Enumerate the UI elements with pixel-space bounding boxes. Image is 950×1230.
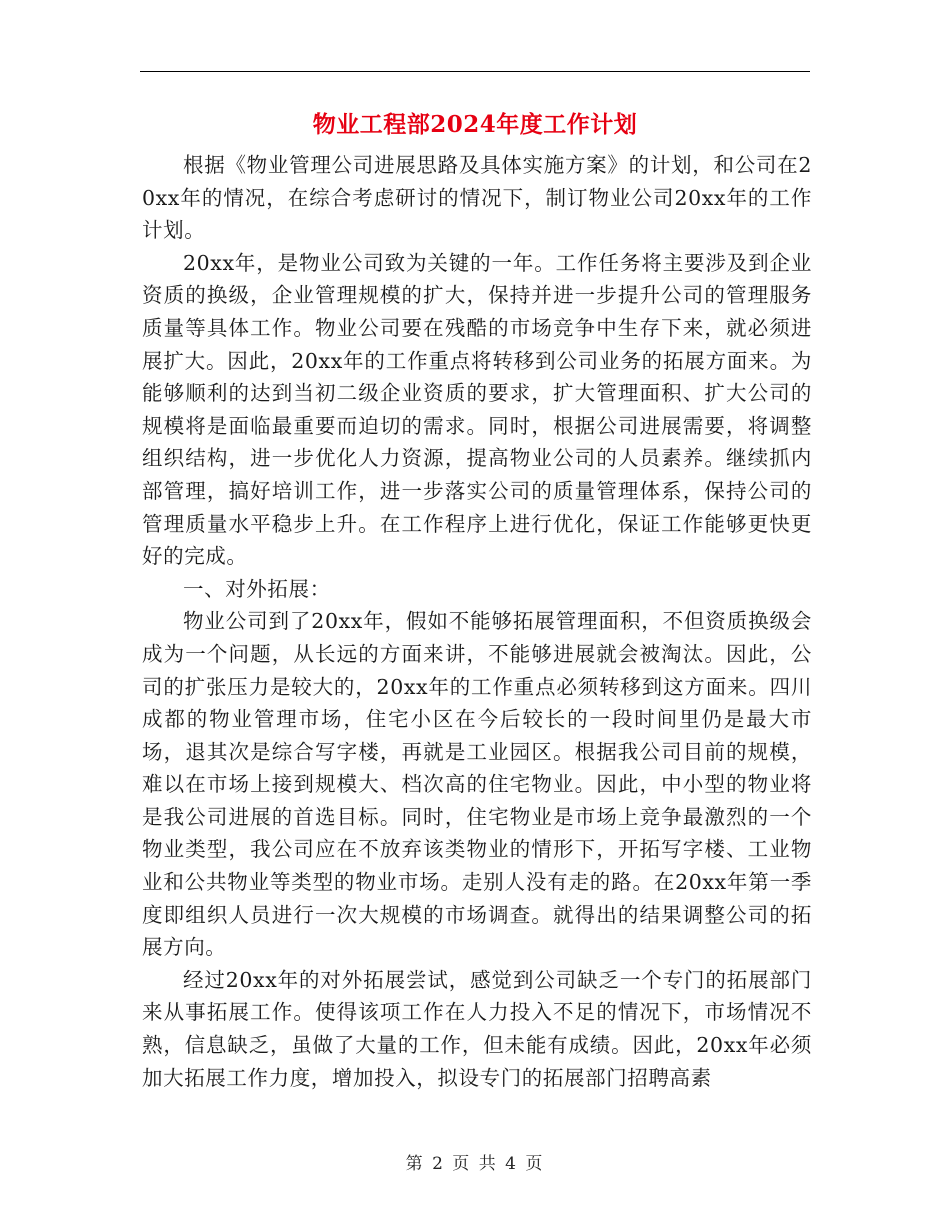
page-number-footer: 第 2 页 共 4 页	[405, 1154, 545, 1174]
header-rule	[140, 71, 810, 72]
document-body	[142, 149, 812, 1094]
paragraph-overview: 20xx年，是物业公司致为关键的一年。工作任务将主要涉及到企业资质的换级，企业管理规模的扩大，保持并进一步提升公司的管理服务质量等具体工作。物业公司要在残酷的市场竞争中生存下来，就必须进展扩大。因此，20xx年的工作重点将转移到公司业务的拓展方面来。为能够顺利的达到当初二级企业资质的要求，扩大管理面积、扩大公司的规模将是面临最重要而迫切的需求。同时，根据公司进展需要，将调整组织结构，进一步优化人力资源，提高物业公司的人员素养。继续抓内部管理，搞好培训工作，进一步落实公司的质量管理体系，保持公司的管理质量水平稳步上升。在工作程序上进行优化，保证工作能够更快更好的完成。	[142, 250, 812, 569]
paragraph-expansion-detail: 物业公司到了20xx年，假如不能够拓展管理面积，不但资质换级会成为一个问题，从长远的方面来讲，不能够进展就会被淘汰。因此，公司的扩张压力是较大的，20xx年的工作重点必须转移到这方面来。四川成都的物业管理市场，住宅小区在今后较长的一段时间里仍是最大市场，退其次是综合写字楼，再就是工业园区。根据我公司目前的规模，难以在市场上接到规模大、档次高的住宅物业。因此，中小型的物业将是我公司进展的首选目标。同时，住宅物业是市场上竞争最激烈的一个物业类型，我公司应在不放弃该类物业的情形下，开拓写字楼、工业物业和公共物业等类型的物业市场。走别人没有走的路。在20xx年第一季度即组织人员进行一次大规模的市场调查。就得出的结果调整公司的拓展方向。	[142, 609, 812, 960]
paragraph-intro: 根据《物业管理公司进展思路及具体实施方案》的计划，和公司在20xx年的情况，在综合考虑研讨的情况下，制订物业公司20xx年的工作计划。	[142, 153, 812, 243]
document-title: 物业工程部2024年度工作计划	[312, 111, 638, 138]
section-heading-external-expansion: 一、对外拓展：	[183, 576, 331, 601]
paragraph-expansion-department: 经过20xx年的对外拓展尝试，感觉到公司缺乏一个专门的拓展部门来从事拓展工作。使得该项工作在人力投入不足的情况下，市场情况不熟，信息缺乏，虽做了大量的工作，但未能有成绩。因此，20xx年必须加大拓展工作力度，增加投入，拟设专门的拓展部门招聘高素	[142, 967, 812, 1090]
